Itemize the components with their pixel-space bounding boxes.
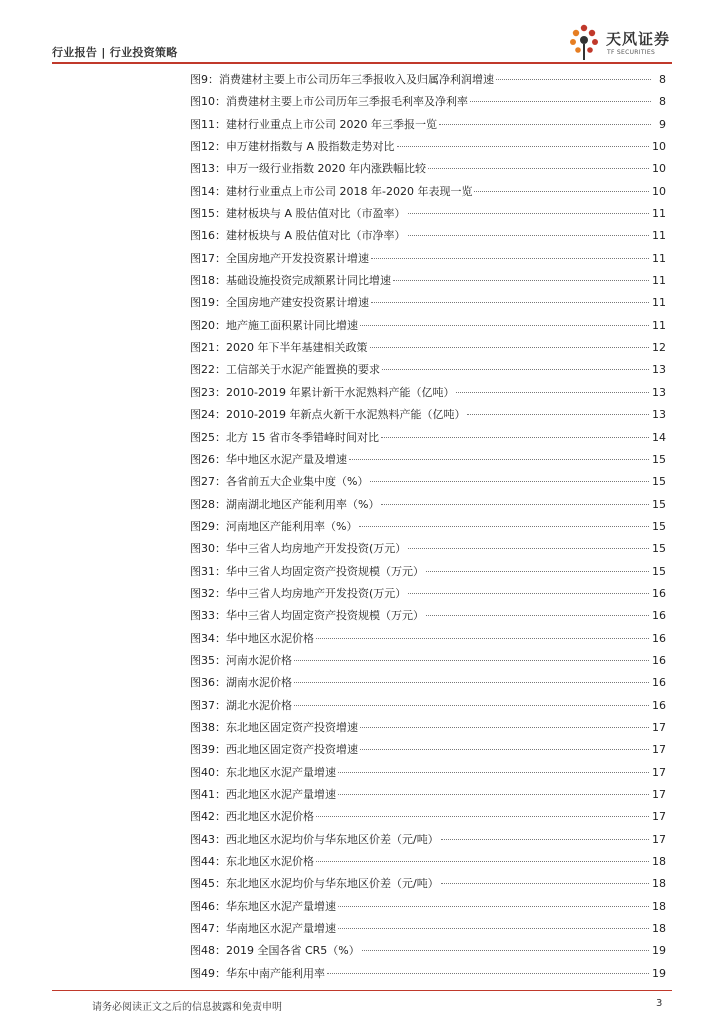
- toc-entry-title: 东北地区水泥产量增速: [226, 765, 336, 779]
- toc-entry-label: 图35：: [190, 653, 226, 667]
- toc-entry-page: 13: [652, 385, 666, 399]
- toc-entry-label: 图19：: [190, 296, 226, 310]
- toc-entry-label: 图47：: [190, 922, 226, 936]
- toc-dot-leader: [338, 906, 649, 907]
- toc-entry-label: 图15：: [190, 207, 226, 221]
- toc-entry-page: 18: [652, 899, 666, 913]
- toc-entry-page: 16: [652, 609, 666, 623]
- toc-entry[interactable]: [190, 494, 666, 516]
- toc-entry[interactable]: [190, 538, 666, 560]
- toc-dot-leader: [294, 705, 649, 706]
- toc-entry-title: 华中三省人均房地产开发投资(万元）: [226, 542, 407, 556]
- header-divider: [52, 62, 672, 64]
- toc-entry-page: 15: [652, 542, 666, 556]
- toc-dot-leader: [439, 124, 651, 125]
- toc-entry-label: 图9：: [190, 73, 219, 86]
- toc-entry-title: 湖南湖北地区产能利用率（%）: [226, 497, 380, 511]
- toc-entry[interactable]: [190, 918, 666, 940]
- toc-entry[interactable]: [190, 672, 666, 694]
- toc-entry[interactable]: [190, 181, 666, 203]
- toc-dot-leader: [426, 615, 649, 616]
- toc-entry-page: 11: [652, 251, 666, 265]
- toc-entry[interactable]: [190, 114, 666, 136]
- toc-entry-title: 2019 全国各省 CR5（%）: [226, 944, 360, 958]
- toc-entry-label: 图11：: [190, 117, 226, 131]
- toc-entry[interactable]: [190, 471, 666, 493]
- logo-name-en: TF SECURITIES: [607, 49, 656, 56]
- toc-entry-label: 图34：: [190, 631, 226, 645]
- toc-dot-leader: [338, 928, 649, 929]
- toc-entry-title: 各省前五大企业集中度（%）: [226, 475, 369, 489]
- toc-entry-title: 东北地区固定资产投资增速: [226, 720, 358, 734]
- toc-entry-label: 图41：: [190, 788, 226, 801]
- toc-dot-leader: [359, 526, 649, 527]
- toc-entry-title: 建材行业重点上市公司 2020 年三季报一览: [226, 117, 437, 131]
- toc-dot-leader: [426, 571, 649, 572]
- toc-entry-title: 西北地区水泥均价与华东地区价差（元/吨）: [226, 832, 439, 846]
- toc-entry-title: 建材行业重点上市公司 2018 年-2020 年表现一览: [226, 184, 473, 198]
- toc-dot-leader: [381, 504, 649, 505]
- toc-entry-page: 11: [652, 207, 666, 221]
- toc-dot-leader: [370, 347, 650, 348]
- toc-entry-page: 13: [652, 408, 666, 422]
- toc-entry-label: 图20：: [190, 318, 226, 332]
- toc-entry-page: 13: [652, 363, 666, 377]
- toc-entry-title: 北方 15 省市冬季错峰时间对比: [226, 430, 379, 444]
- toc-dot-leader: [428, 168, 649, 169]
- toc-entry-page: 17: [652, 743, 666, 757]
- toc-dot-leader: [381, 437, 649, 438]
- toc-entry[interactable]: [190, 695, 666, 717]
- toc-entry[interactable]: [190, 69, 666, 91]
- toc-entry-label: 图16：: [190, 229, 226, 243]
- toc-entry-title: 湖北水泥价格: [226, 698, 292, 712]
- toc-entry-page: 19: [652, 944, 666, 958]
- toc-entry-label: 图18：: [190, 274, 226, 288]
- toc-entry-page: 10: [652, 184, 666, 198]
- toc-dot-leader: [294, 660, 649, 661]
- toc-entry-title: 基础设施投资完成额累计同比增速: [226, 274, 391, 288]
- page-number: 3: [656, 998, 663, 1009]
- toc-entry[interactable]: [190, 404, 666, 426]
- toc-entry[interactable]: [190, 449, 666, 471]
- toc-entry-label: 图31：: [190, 564, 226, 578]
- toc-dot-leader: [338, 794, 649, 795]
- toc-dot-leader: [408, 235, 649, 236]
- toc-entry-label: 图29：: [190, 519, 226, 533]
- toc-dot-leader: [474, 191, 649, 192]
- toc-entry[interactable]: [190, 829, 666, 851]
- toc-entry[interactable]: [190, 739, 666, 761]
- toc-entry-label: 图26：: [190, 452, 226, 466]
- toc-entry-title: 全国房地产建安投资累计增速: [226, 296, 369, 310]
- toc-entry-title: 消费建材主要上市公司历年三季报收入及归属净利润增速: [219, 73, 494, 86]
- toc-dot-leader: [370, 481, 649, 482]
- toc-entry[interactable]: [190, 382, 666, 404]
- toc-entry[interactable]: [190, 717, 666, 739]
- toc-dot-leader: [349, 459, 649, 460]
- toc-entry[interactable]: [190, 583, 666, 605]
- toc-entry[interactable]: [190, 516, 666, 538]
- toc-entry-title: 华东地区水泥产量增速: [226, 899, 336, 913]
- toc-entry-label: 图22：: [190, 363, 226, 377]
- flower-logo-icon: [566, 22, 602, 62]
- toc-entry-label: 图33：: [190, 609, 226, 623]
- toc-entry-page: 11: [652, 229, 666, 243]
- toc-dot-leader: [327, 973, 649, 974]
- toc-entry-title: 2010-2019 年新点火新干水泥熟料产能（亿吨）: [226, 408, 466, 422]
- toc-entry[interactable]: [190, 225, 666, 247]
- toc-entry-page: 15: [652, 497, 666, 511]
- toc-entry-label: 图49：: [190, 966, 226, 980]
- toc-entry-title: 申万建材指数与 A 股指数走势对比: [226, 140, 395, 154]
- toc-entry[interactable]: [190, 605, 666, 627]
- toc-entry-label: 图10：: [190, 95, 226, 109]
- toc-entry-label: 图21：: [190, 341, 226, 355]
- toc-entry-page: 19: [652, 966, 666, 980]
- toc-entry[interactable]: [190, 628, 666, 650]
- toc-dot-leader: [467, 414, 649, 415]
- toc-dot-leader: [470, 101, 651, 102]
- toc-entry-label: 图24：: [190, 408, 226, 422]
- toc-entry[interactable]: [190, 762, 666, 784]
- toc-entry[interactable]: [190, 806, 666, 828]
- toc-entry-page: 11: [652, 318, 666, 332]
- toc-entry[interactable]: [190, 203, 666, 225]
- toc-entry-page: 11: [652, 274, 666, 288]
- toc-dot-leader: [362, 950, 649, 951]
- toc-dot-leader: [408, 548, 649, 549]
- toc-entry-page: 15: [652, 475, 666, 489]
- toc-dot-leader: [360, 749, 649, 750]
- breadcrumb: 行业报告 | 行业投资策略: [52, 46, 178, 59]
- toc-entry-label: 图28：: [190, 497, 226, 511]
- toc-entry-page: 15: [652, 519, 666, 533]
- toc-entry[interactable]: [190, 940, 666, 962]
- toc-entry-page: 16: [652, 631, 666, 645]
- toc-entry[interactable]: [190, 873, 666, 895]
- toc-entry-page: 15: [652, 564, 666, 578]
- toc-entry-title: 河南水泥价格: [226, 653, 292, 667]
- toc-entry-label: 图43：: [190, 832, 226, 846]
- toc-entry-page: 10: [652, 140, 666, 154]
- toc-dot-leader: [456, 392, 649, 393]
- toc-entry-title: 西北地区固定资产投资增速: [226, 743, 358, 757]
- figure-list: [190, 69, 666, 985]
- toc-entry-page: 12: [652, 341, 666, 355]
- toc-dot-leader: [408, 213, 649, 214]
- toc-entry-title: 华南地区水泥产量增速: [226, 922, 336, 936]
- toc-entry-page: 11: [652, 296, 666, 310]
- toc-entry-title: 2010-2019 年累计新干水泥熟料产能（亿吨）: [226, 385, 455, 399]
- toc-entry-label: 图23：: [190, 385, 226, 399]
- toc-entry[interactable]: [190, 896, 666, 918]
- toc-entry-page: 8: [659, 73, 666, 86]
- toc-dot-leader: [397, 146, 649, 147]
- toc-entry-page: 18: [652, 855, 666, 869]
- toc-entry-label: 图36：: [190, 676, 226, 690]
- footer-divider: [52, 990, 672, 991]
- toc-entry[interactable]: [190, 963, 666, 985]
- toc-entry-page: 18: [652, 877, 666, 891]
- toc-entry[interactable]: [190, 427, 666, 449]
- toc-dot-leader: [441, 839, 649, 840]
- toc-entry-label: 图46：: [190, 899, 226, 913]
- page-header: [0, 0, 724, 62]
- toc-entry-title: 华中三省人均固定资产投资规模（万元）: [226, 564, 424, 578]
- toc-entry-label: 图27：: [190, 475, 226, 489]
- toc-entry[interactable]: [190, 292, 666, 314]
- toc-entry-label: 图12：: [190, 140, 226, 154]
- toc-entry-title: 建材板块与 A 股估值对比（市净率）: [226, 229, 406, 243]
- toc-entry[interactable]: [190, 359, 666, 381]
- toc-entry-title: 华中三省人均房地产开发投资(万元）: [226, 586, 407, 600]
- toc-entry[interactable]: [190, 270, 666, 292]
- toc-entry[interactable]: [190, 337, 666, 359]
- toc-entry-title: 申万一级行业指数 2020 年内涨跌幅比较: [226, 162, 426, 176]
- toc-entry[interactable]: [190, 650, 666, 672]
- toc-entry-title: 建材板块与 A 股估值对比（市盈率）: [226, 207, 406, 221]
- toc-dot-leader: [316, 816, 649, 817]
- toc-entry-title: 全国房地产开发投资累计增速: [226, 251, 369, 265]
- toc-dot-leader: [316, 861, 649, 862]
- toc-entry[interactable]: [190, 248, 666, 270]
- toc-entry[interactable]: [190, 784, 666, 806]
- toc-entry-page: 15: [652, 452, 666, 466]
- toc-entry-title: 2020 年下半年基建相关政策: [226, 341, 368, 355]
- toc-entry-page: 16: [652, 586, 666, 600]
- toc-entry-title: 东北地区水泥均价与华东地区价差（元/吨）: [226, 877, 439, 891]
- toc-entry[interactable]: [190, 315, 666, 337]
- toc-entry-title: 湖南水泥价格: [226, 676, 292, 690]
- toc-entry-title: 工信部关于水泥产能置换的要求: [226, 363, 380, 377]
- toc-entry-title: 西北地区水泥产量增速: [226, 788, 336, 801]
- logo-name-cn: 天风证券: [606, 30, 671, 48]
- toc-entry-page: 9: [659, 117, 666, 131]
- toc-entry[interactable]: [190, 851, 666, 873]
- toc-dot-leader: [316, 638, 649, 639]
- toc-entry-page: 8: [659, 95, 666, 109]
- toc-entry-label: 图48：: [190, 944, 226, 958]
- toc-dot-leader: [408, 593, 649, 594]
- toc-dot-leader: [371, 302, 649, 303]
- toc-dot-leader: [360, 325, 649, 326]
- toc-entry-title: 地产施工面积累计同比增速: [226, 318, 358, 332]
- toc-entry[interactable]: [190, 561, 666, 583]
- toc-dot-leader: [441, 883, 649, 884]
- toc-entry-title: 消费建材主要上市公司历年三季报毛利率及净利率: [226, 95, 468, 109]
- toc-entry-page: 17: [652, 720, 666, 734]
- toc-entry-label: 图17：: [190, 251, 226, 265]
- company-logo: [566, 22, 686, 62]
- toc-entry-label: 图32：: [190, 586, 226, 600]
- toc-dot-leader: [393, 280, 649, 281]
- toc-entry-page: 14: [652, 430, 666, 444]
- toc-entry-label: 图38：: [190, 720, 226, 734]
- toc-entry-page: 16: [652, 653, 666, 667]
- toc-entry-label: 图39：: [190, 743, 226, 757]
- toc-entry-label: 图42：: [190, 810, 226, 824]
- toc-entry-label: 图25：: [190, 430, 226, 444]
- toc-entry-label: 图37：: [190, 698, 226, 712]
- toc-entry-title: 西北地区水泥价格: [226, 810, 314, 824]
- toc-dot-leader: [338, 772, 649, 773]
- toc-entry[interactable]: [190, 91, 666, 113]
- toc-entry-page: 17: [652, 832, 666, 846]
- toc-entry-title: 华东中南产能利用率: [226, 966, 325, 980]
- toc-entry-title: 东北地区水泥价格: [226, 855, 314, 869]
- toc-entry-title: 华中三省人均固定资产投资规模（万元）: [226, 609, 424, 623]
- toc-entry-page: 10: [652, 162, 666, 176]
- toc-entry-label: 图30：: [190, 542, 226, 556]
- toc-entry-label: 图45：: [190, 877, 226, 891]
- toc-dot-leader: [371, 258, 649, 259]
- toc-entry-label: 图13：: [190, 162, 226, 176]
- toc-entry-page: 17: [652, 810, 666, 824]
- toc-entry-page: 16: [652, 698, 666, 712]
- toc-entry-page: 18: [652, 922, 666, 936]
- toc-dot-leader: [294, 682, 649, 683]
- toc-entry-label: 图14：: [190, 184, 226, 198]
- toc-entry-title: 华中地区水泥价格: [226, 631, 314, 645]
- toc-entry-label: 图40：: [190, 765, 226, 779]
- toc-entry-page: 17: [652, 788, 666, 801]
- toc-dot-leader: [360, 727, 649, 728]
- toc-entry-title: 华中地区水泥产量及增速: [226, 452, 347, 466]
- toc-entry-page: 16: [652, 676, 666, 690]
- toc-entry-title: 河南地区产能利用率（%）: [226, 519, 358, 533]
- toc-dot-leader: [496, 79, 651, 80]
- toc-entry[interactable]: [190, 158, 666, 180]
- toc-entry-label: 图44：: [190, 855, 226, 869]
- toc-entry[interactable]: [190, 136, 666, 158]
- toc-dot-leader: [382, 369, 649, 370]
- toc-entry-page: 17: [652, 765, 666, 779]
- footer-disclaimer: 请务必阅读正文之后的信息披露和免责申明: [92, 1002, 282, 1013]
